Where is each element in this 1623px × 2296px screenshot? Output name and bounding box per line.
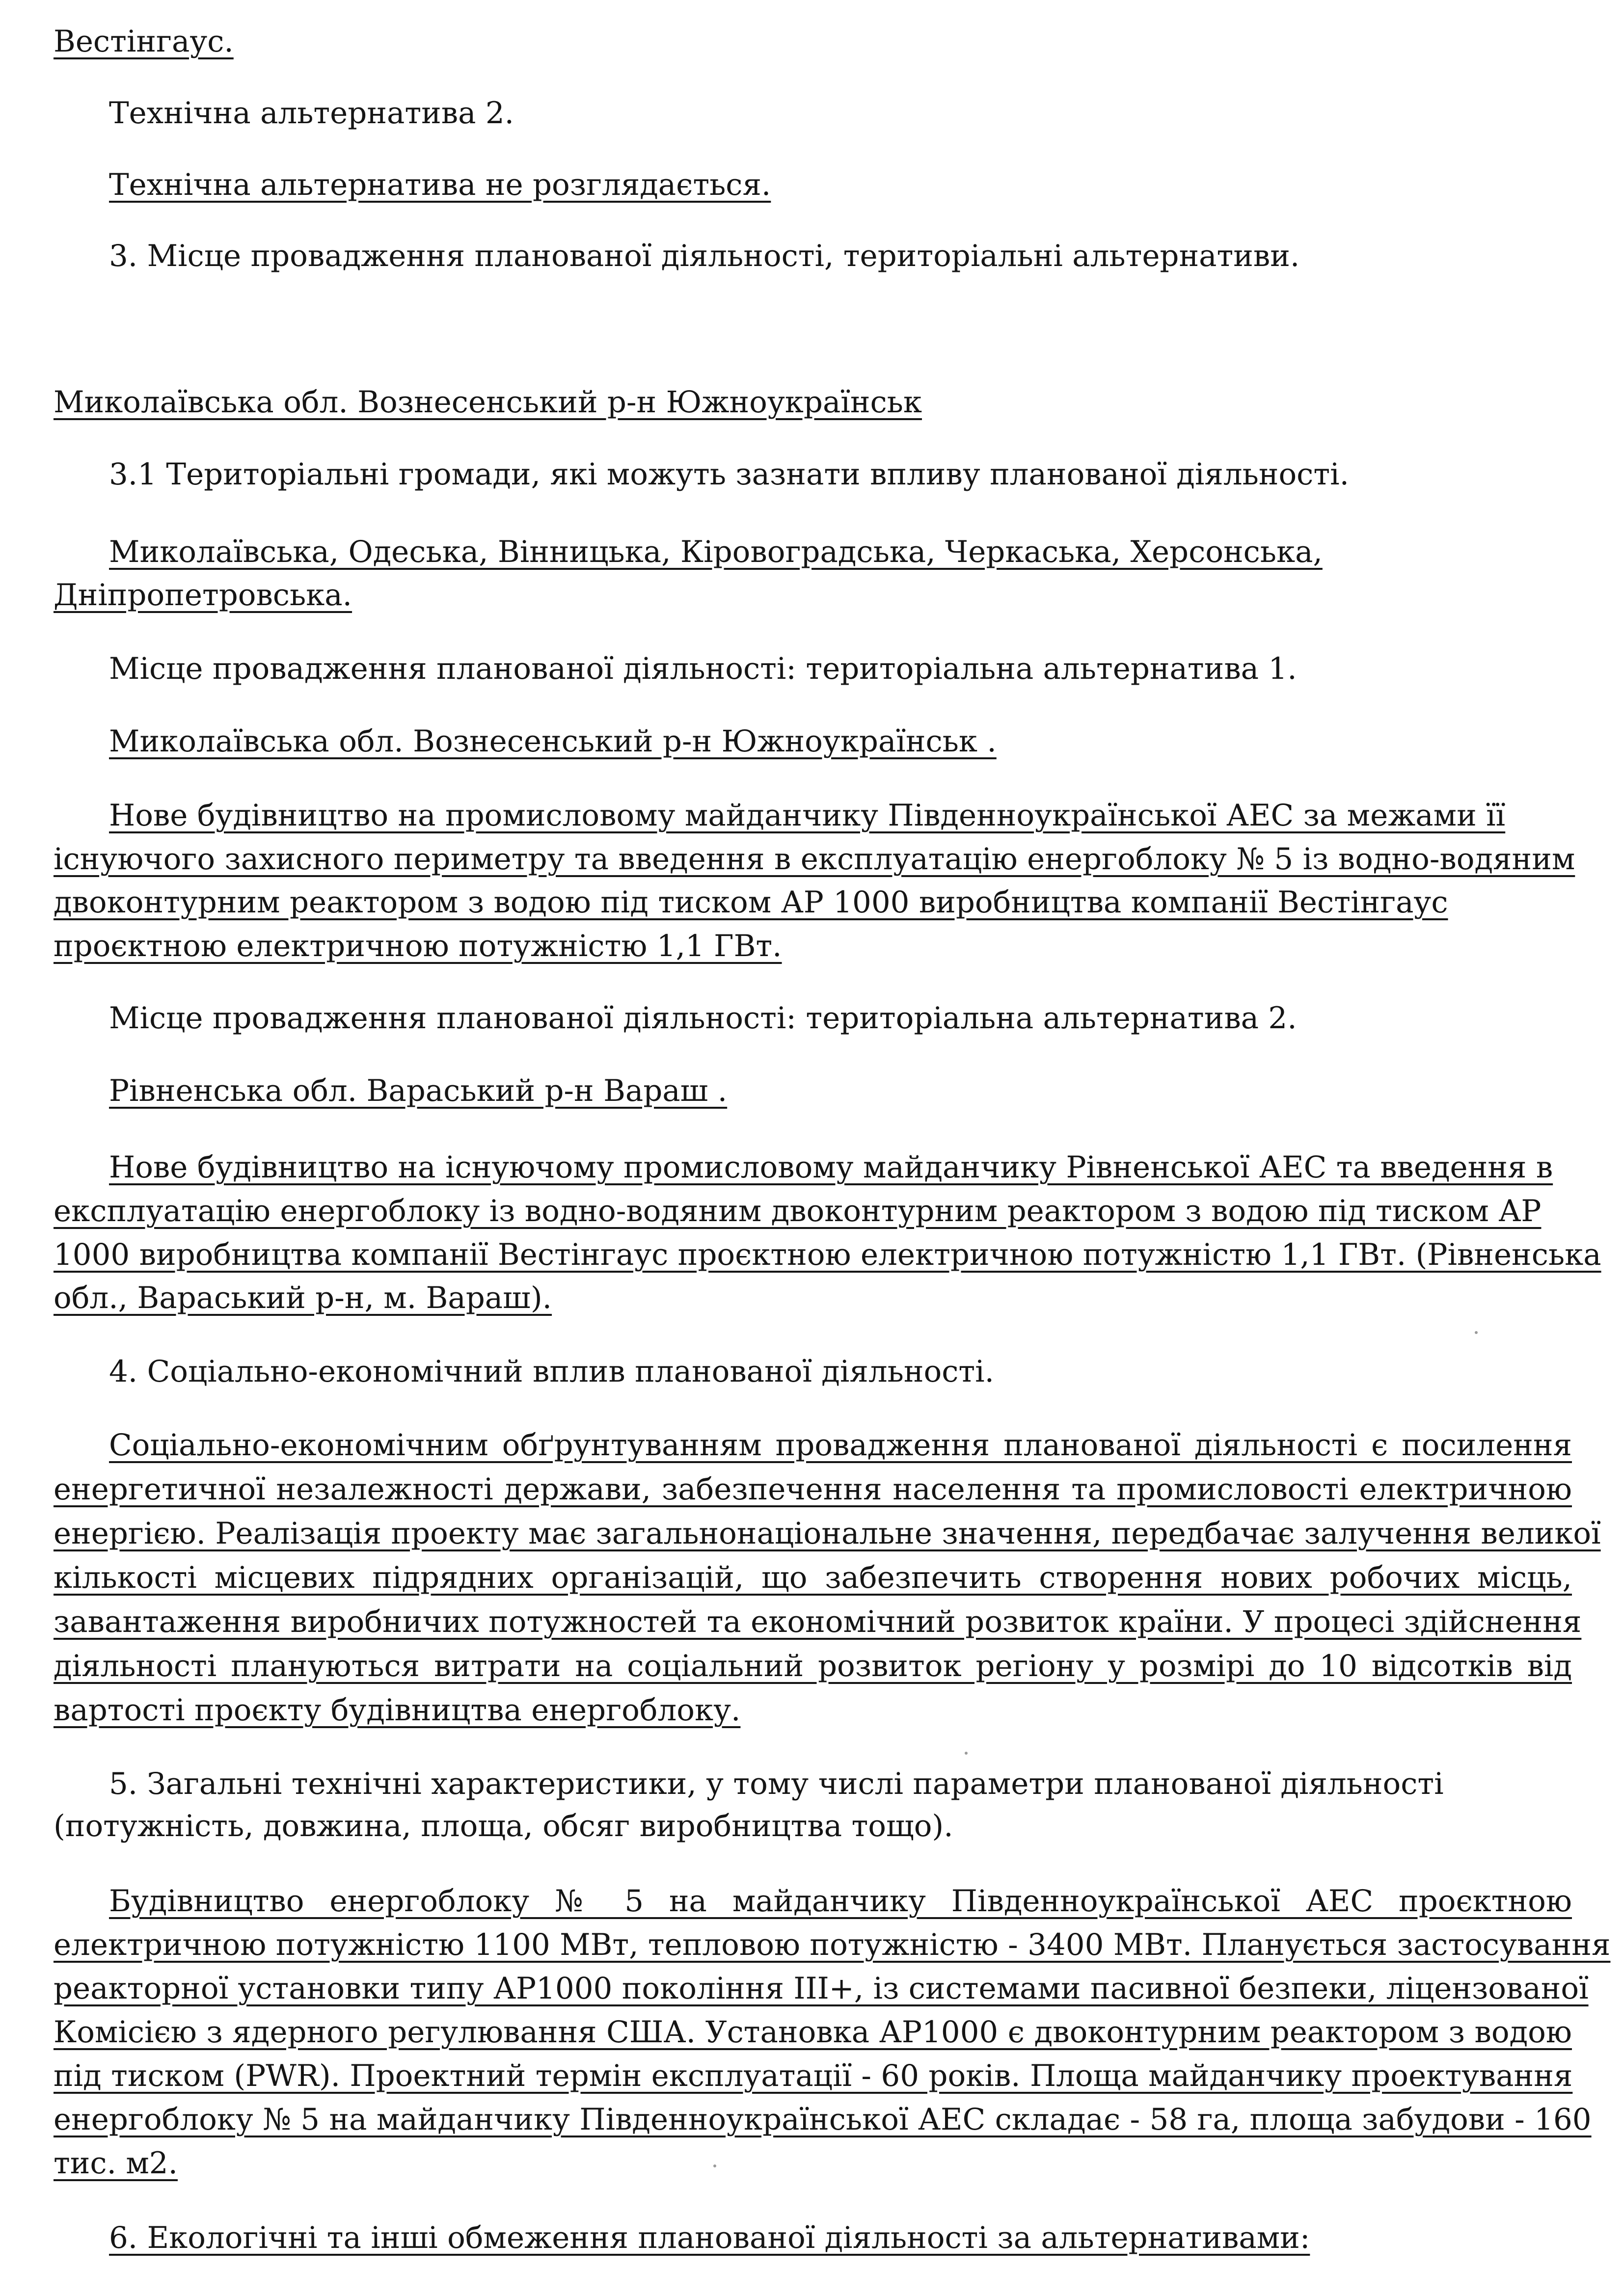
text-line: Миколаївська обл. Вознесенський р-н Южноукраїнськ bbox=[54, 385, 922, 420]
text-line: під тиском (PWR). Проектний термін експлуатації - 60 років. Площа майданчику проектування bbox=[54, 2058, 1573, 2093]
text-line: експлуатацію енергоблоку із водно-водяним двоконтурним реактором з водою під тиском АР bbox=[54, 1194, 1542, 1228]
text-line: двоконтурним реактором з водою під тиском АР 1000 виробництва компанії Вестінгаус bbox=[54, 885, 1448, 920]
scan-speck bbox=[1475, 1331, 1478, 1334]
text-line: Нове будівництво на існуючому промисловому майданчику Рівненської АЕС та введення в bbox=[109, 1150, 1553, 1185]
text-line: Соціально-економічним обґрунтуванням провадження планованої діяльності є посилення bbox=[109, 1428, 1572, 1463]
text-line: вартості проєкту будівництва енергоблоку. bbox=[54, 1693, 741, 1728]
section-6-heading: 6. Екологічні та інші обмеження планованої діяльності за альтернативами: bbox=[109, 2220, 1310, 2255]
text-line: існуючого захисного периметру та введення в експлуатацію енергоблоку № 5 із водно-водяним bbox=[54, 842, 1575, 877]
text-line: Рівненська обл. Вараський р-н Вараш . bbox=[109, 1073, 728, 1108]
text-line: електричною потужністю 1100 МВт, тепловою потужністю - 3400 МВт. Планується застосування bbox=[54, 1927, 1611, 1962]
territorial-alternative-2-heading: Місце провадження планованої діяльності: територіальна альтернатива 2. bbox=[109, 1001, 1297, 1036]
text-line: Технічна альтернатива не розглядається. bbox=[109, 167, 771, 202]
text-line: Нове будівництво на промисловому майданчику Південноукраїнської АЕС за межами її bbox=[109, 798, 1506, 833]
section-3-1-heading: 3.1 Територіальні громади, які можуть зазнати впливу планованої діяльності. bbox=[109, 457, 1349, 492]
text-line: кількості місцевих підрядних організацій, що забезпечить створення нових робочих місць, bbox=[54, 1560, 1572, 1595]
text-line: обл., Вараський р-н, м. Вараш). bbox=[54, 1281, 552, 1315]
text-line: тис. м2. bbox=[54, 2146, 178, 2181]
technical-alternative-2-heading: Технічна альтернатива 2. bbox=[109, 96, 514, 131]
section-3-heading: 3. Місце провадження планованої діяльності, територіальні альтернативи. bbox=[109, 239, 1300, 273]
scan-speck bbox=[713, 2164, 716, 2167]
section-4-heading: 4. Соціально-економічний вплив планованої діяльності. bbox=[109, 1354, 995, 1389]
text-line: Миколаївська, Одеська, Вінницька, Кіровоградська, Черкаська, Херсонська, bbox=[109, 534, 1323, 569]
text-line: Будівництво енергоблоку № 5 на майданчику Південноукраїнської АЕС проєктною bbox=[109, 1884, 1572, 1919]
text-line: енергією. Реалізація проекту має загальнонаціональне значення, передбачає залучення великої bbox=[54, 1516, 1601, 1551]
text-line: Комісією з ядерного регулювання США. Установка АР1000 є двоконтурним реактором з водою bbox=[54, 2015, 1572, 2050]
text-line: Дніпропетровська. bbox=[54, 578, 352, 613]
text-line: Миколаївська обл. Вознесенський р-н Южноукраїнськ . bbox=[109, 724, 997, 759]
text-line: завантаження виробничих потужностей та економічний розвиток країни. У процесі здійснення bbox=[54, 1604, 1582, 1639]
text-line: діяльності плануються витрати на соціальний розвиток регіону у розмірі до 10 відсотків від bbox=[54, 1649, 1572, 1683]
scan-speck bbox=[965, 1752, 968, 1755]
text-line: енергетичної незалежності держави, забезпечення населення та промисловості електричною bbox=[54, 1472, 1572, 1507]
section-5-heading-continuation: (потужність, довжина, площа, обсяг виробництва тощо). bbox=[54, 1809, 953, 1843]
text-line: енергоблоку № 5 на майданчику Південноукраїнської АЕС складає - 58 га, площа забудови - 160 bbox=[54, 2102, 1592, 2137]
text-line: реакторної установки типу АР1000 покоління III+, із системами пасивної безпеки, ліцензованої bbox=[54, 1971, 1589, 2006]
text-line: проєктною електричною потужністю 1,1 ГВт. bbox=[54, 929, 782, 963]
section-5-heading: 5. Загальні технічні характеристики, у тому числі параметри планованої діяльності bbox=[109, 1766, 1444, 1801]
text-line: Вестінгаус. bbox=[54, 24, 234, 59]
territorial-alternative-1-heading: Місце провадження планованої діяльності: територіальна альтернатива 1. bbox=[109, 651, 1297, 686]
text-line: 1000 виробництва компанії Вестінгаус проєктною електричною потужністю 1,1 ГВт. (Рівненська bbox=[54, 1237, 1601, 1272]
